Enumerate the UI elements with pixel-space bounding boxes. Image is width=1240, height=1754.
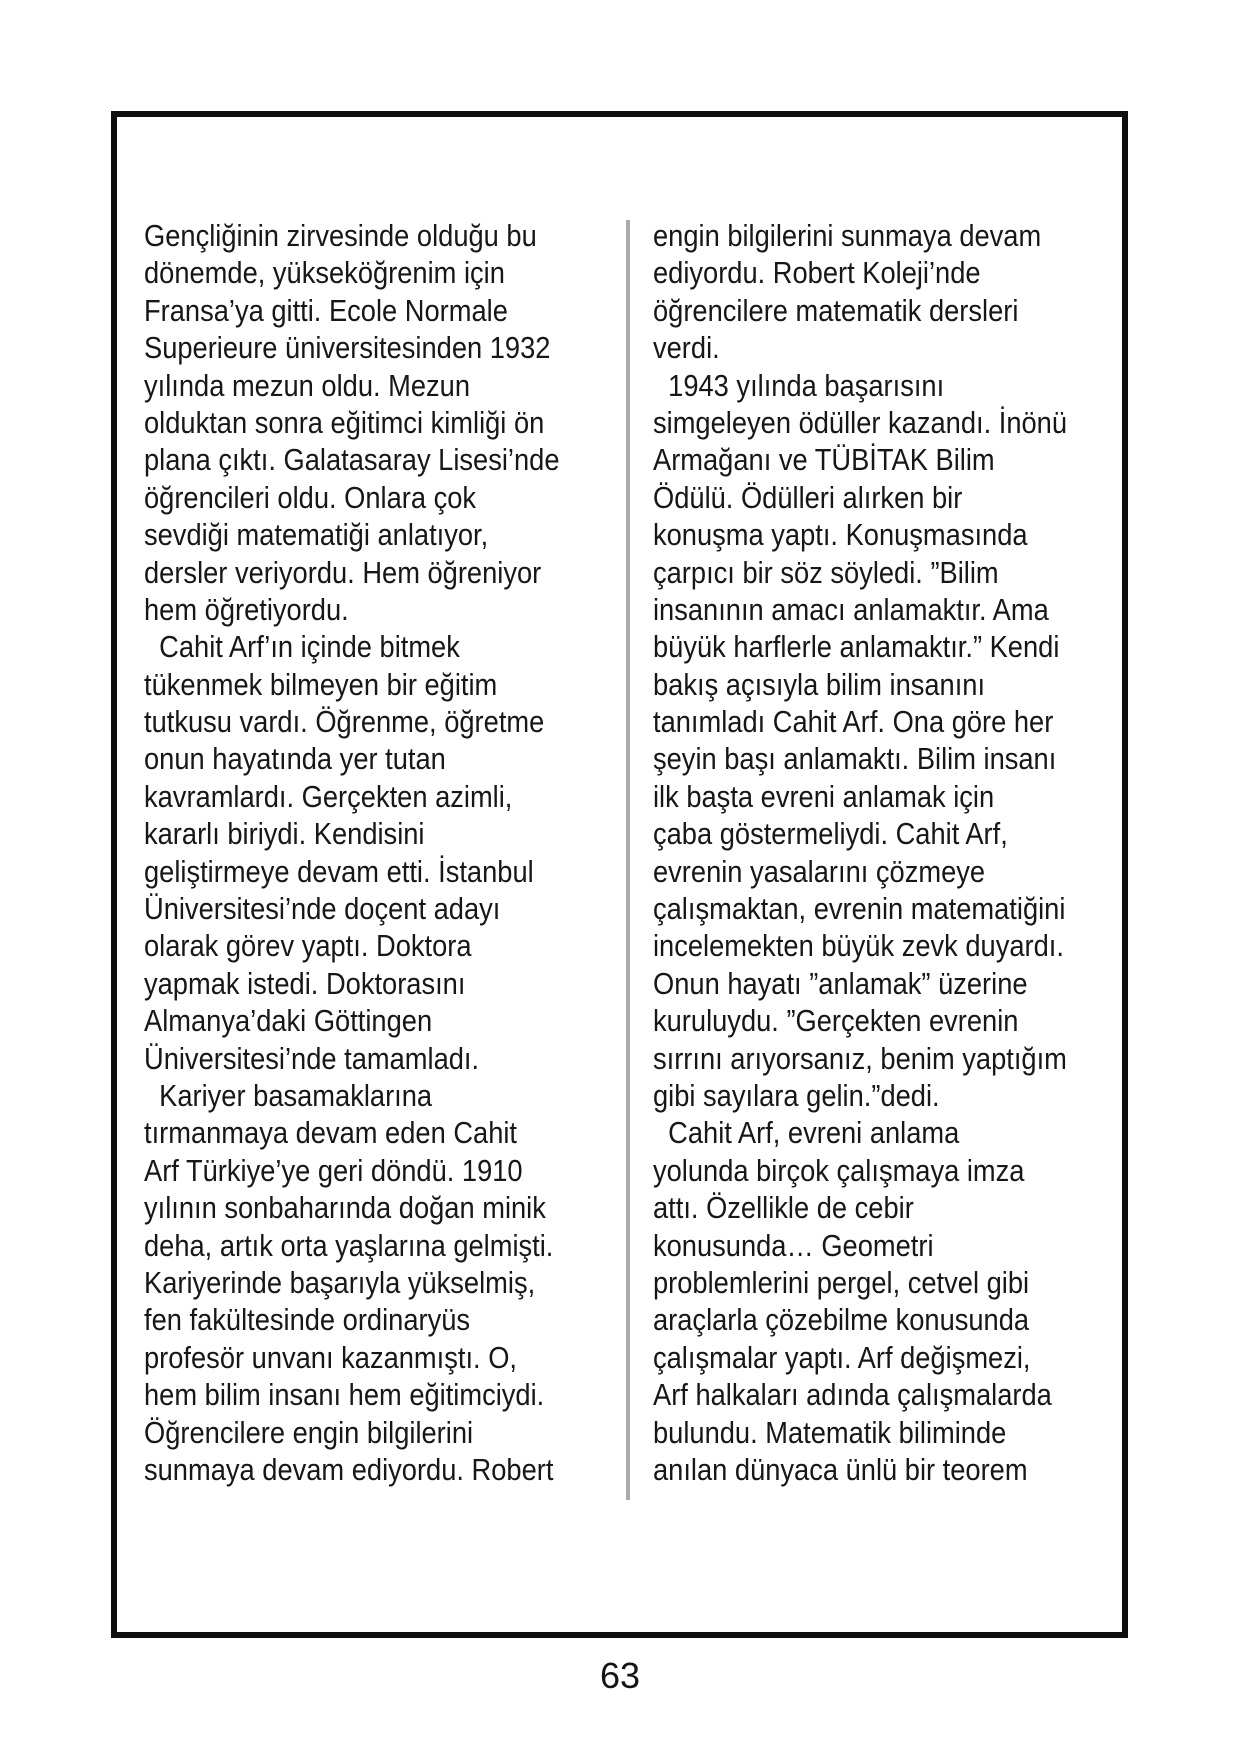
text-line: hem öğretiyordu. xyxy=(144,591,349,627)
text-line: dersler veriyordu. Hem öğreniyor xyxy=(144,554,542,590)
text-line: verdi. xyxy=(653,330,720,366)
text-line: öğrencileri oldu. Onlara çok xyxy=(144,479,477,515)
text-line: attı. Özellikle de cebir xyxy=(653,1190,914,1226)
text-line: çalışmaktan, evrenin matematiğini xyxy=(653,891,1066,927)
text-line: evrenin yasalarını çözmeye xyxy=(653,853,986,889)
text-line: Ödülü. Ödülleri alırken bir xyxy=(653,479,963,515)
text-line: çarpıcı bir söz söyledi. ”Bilim xyxy=(653,554,999,590)
text-line: hem bilim insanı hem eğitimciydi. xyxy=(144,1377,545,1413)
text-line: Onun hayatı ”anlamak” üzerine xyxy=(653,965,1028,1001)
text-line: sevdiği matematiği anlatıyor, xyxy=(144,517,489,553)
text-line: kararlı biriydi. Kendisini xyxy=(144,816,425,852)
column-divider xyxy=(626,220,630,1500)
text-line: ediyordu. Robert Koleji’nde xyxy=(653,255,981,291)
text-line: profesör unvanı kazanmıştı. O, xyxy=(144,1339,517,1375)
text-line: Üniversitesi’nde doçent adayı xyxy=(144,891,501,927)
text-line: insanının amacı anlamaktır. Ama xyxy=(653,591,1049,627)
text-line: büyük harflerle anlamaktır.” Kendi xyxy=(653,629,1060,665)
text-line: engin bilgilerini sunmaya devam xyxy=(653,218,1042,253)
text-line: tükenmek bilmeyen bir eğitim xyxy=(144,666,498,702)
text-line: çalışmalar yaptı. Arf değişmezi, xyxy=(653,1339,1031,1375)
text-line: tutkusu vardı. Öğrenme, öğretme xyxy=(144,704,545,740)
text-line: olduktan sonra eğitimci kimliği ön xyxy=(144,404,545,440)
text-line: Kariyerinde başarıyla yükselmiş, xyxy=(144,1264,536,1300)
text-line: 1943 yılında başarısını xyxy=(653,367,945,403)
text-line: deha, artık orta yaşlarına gelmişti. xyxy=(144,1227,554,1263)
text-line: fen fakültesinde ordinaryüs xyxy=(144,1302,471,1338)
text-line: araçlarla çözebilme konusunda xyxy=(653,1302,1030,1338)
text-line: sırrını arıyorsanız, benim yaptığım xyxy=(653,1040,1067,1076)
text-line: yapmak istedi. Doktorasını xyxy=(144,965,466,1001)
text-line: sunmaya devam ediyordu. Robert xyxy=(144,1451,554,1487)
text-line: bakış açısıyla bilim insanını xyxy=(653,666,986,702)
text-line: ilk başta evreni anlamak için xyxy=(653,778,995,814)
text-line: Üniversitesi’nde tamamladı. xyxy=(144,1040,480,1076)
text-line: plana çıktı. Galatasaray Lisesi’nde xyxy=(144,442,560,478)
text-line: çaba göstermeliydi. Cahit Arf, xyxy=(653,816,1008,852)
text-line: bulundu. Matematik biliminde xyxy=(653,1414,1007,1450)
text-line: Cahit Arf’ın içinde bitmek xyxy=(144,629,460,665)
text-line: onun hayatında yer tutan xyxy=(144,741,446,777)
text-line: dönemde, yükseköğrenim için xyxy=(144,255,505,291)
text-line: kuruluydu. ”Gerçekten evrenin xyxy=(653,1003,1019,1039)
text-line: yolunda birçok çalışmaya imza xyxy=(653,1152,1025,1188)
text-line: Gençliğinin zirvesinde olduğu bu xyxy=(144,218,537,253)
text-line: yılında mezun oldu. Mezun xyxy=(144,367,471,403)
text-line: incelemekten büyük zevk duyardı. xyxy=(653,928,1064,964)
text-line: anılan dünyaca ünlü bir teorem xyxy=(653,1451,1028,1487)
text-line: Öğrencilere engin bilgilerini xyxy=(144,1414,474,1450)
text-line: Armağanı ve TÜBİTAK Bilim xyxy=(653,442,995,478)
text-line: Cahit Arf, evreni anlama xyxy=(653,1115,960,1151)
text-line: simgeleyen ödüller kazandı. İnönü xyxy=(653,404,1068,440)
text-line: öğrencilere matematik dersleri xyxy=(653,292,1019,328)
text-line: Arf halkaları adında çalışmalarda xyxy=(653,1377,1052,1413)
text-line: tırmanmaya devam eden Cahit xyxy=(144,1115,518,1151)
text-line: gibi sayılara gelin.”dedi. xyxy=(653,1077,940,1113)
text-line: şeyin başı anlamaktı. Bilim insanı xyxy=(653,741,1057,777)
page-number: 63 xyxy=(599,1655,641,1696)
text-line: konuşma yaptı. Konuşmasında xyxy=(653,517,1028,553)
text-line: Fransa’ya gitti. Ecole Normale xyxy=(144,292,508,328)
text-line: Almanya’daki Göttingen xyxy=(144,1003,433,1039)
text-line: problemlerini pergel, cetvel gibi xyxy=(653,1264,1030,1300)
text-line: olarak görev yaptı. Doktora xyxy=(144,928,472,964)
text-line: yılının sonbaharında doğan minik xyxy=(144,1190,546,1226)
text-line: geliştirmeye devam etti. İstanbul xyxy=(144,853,534,889)
text-line: tanımladı Cahit Arf. Ona göre her xyxy=(653,704,1054,740)
text-line: Arf Türkiye’ye geri döndü. 1910 xyxy=(144,1152,523,1188)
text-line: Kariyer basamaklarına xyxy=(144,1077,433,1113)
text-line: Superieure üniversitesinden 1932 xyxy=(144,330,551,366)
text-column-left xyxy=(144,217,624,1488)
page-frame xyxy=(111,111,1128,1638)
text-line: konusunda… Geometri xyxy=(653,1227,934,1263)
text-line: kavramlardı. Gerçekten azimli, xyxy=(144,778,513,814)
text-column-right xyxy=(653,217,1133,1488)
